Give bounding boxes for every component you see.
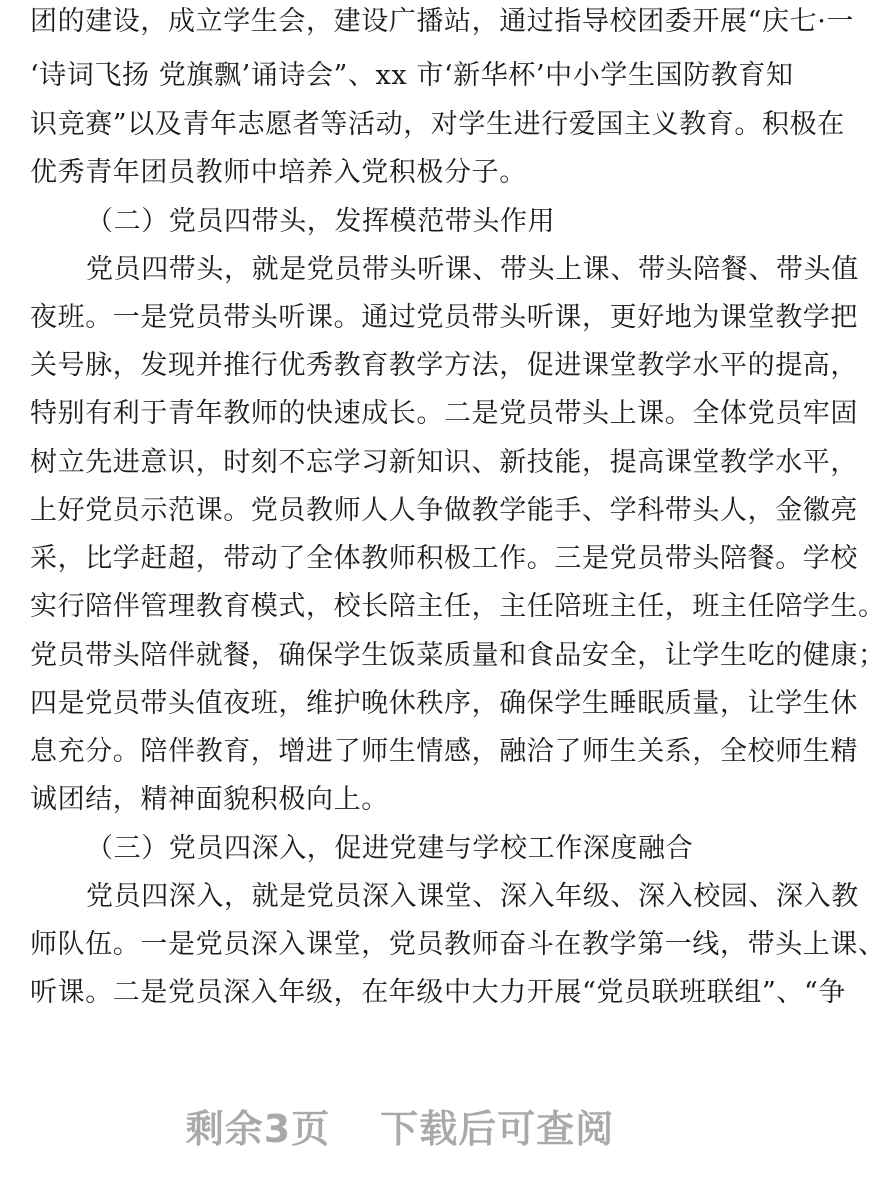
body-text-line: 师队伍。一是党员深入课堂，党员教师奋斗在教学第一线，带头上课、	[30, 929, 886, 960]
body-text-line: 四是党员带头值夜班，维护晚休秩序，确保学生睡眠质量，让学生休	[30, 688, 858, 719]
body-text-line: 息充分。陪伴教育，增进了师生情感，融洽了师生关系，全校师生精	[30, 736, 858, 767]
body-text-line: 优秀青年团员教师中培养入党积极分子。	[30, 157, 527, 188]
body-text-line: 诚团结，精神面貌积极向上。	[30, 784, 389, 815]
remaining-pages-label: 剩余3页	[185, 1107, 331, 1151]
download-hint-label: 下载后可查阅	[380, 1107, 615, 1151]
section-heading-2: （二）党员四带头，发挥模范带头作用	[86, 206, 556, 237]
body-text-line: 识竞赛”以及青年志愿者等活动，对学生进行爱国主义教育。积极在	[30, 109, 845, 140]
section-heading-3: （三）党员四深入，促进党建与学校工作深度融合	[86, 833, 694, 864]
body-text-line: 树立先进意识，时刻不忘学习新知识、新技能，提高课堂教学水平，	[30, 447, 858, 478]
body-text-line: 夜班。一是党员带头听课。通过党员带头听课，更好地为课堂教学把	[30, 302, 858, 333]
body-text-line: 党员四深入，就是党员深入课堂、深入年级、深入校园、深入教	[86, 881, 859, 912]
download-prompt[interactable]	[0, 1098, 800, 1153]
body-text-line: 上好党员示范课。党员教师人人争做教学能手、学科带头人，金徽亮	[30, 495, 858, 526]
body-text-line: 关号脉，发现并推行优秀教育教学方法，促进课堂教学水平的提高，	[30, 350, 858, 381]
body-text-line: 党员四带头，就是党员带头听课、带头上课、带头陪餐、带头值	[86, 254, 859, 285]
body-text-line: 采，比学赶超，带动了全体教师积极工作。三是党员带头陪餐。学校	[30, 543, 858, 574]
body-text-line: ‘诗词飞扬 党旗飘’诵诗会”、xx 市‘新华杯’中小学生国防教育知	[30, 60, 794, 91]
body-text-line: 实行陪伴管理教育模式，校长陪主任，主任陪班主任，班主任陪学生。	[30, 591, 886, 622]
body-text-line: 听课。二是党员深入年级，在年级中大力开展“党员联班联组”、“争	[30, 977, 847, 1008]
body-text-line: 党员带头陪伴就餐，确保学生饭菜质量和食品安全，让学生吃的健康；	[30, 640, 886, 671]
body-text-line: 团的建设，成立学生会，建设广播站，通过指导校团委开展“庆七·一	[30, 6, 854, 37]
body-text-line: 特别有利于青年教师的快速成长。二是党员带头上课。全体党员牢固	[30, 398, 858, 429]
